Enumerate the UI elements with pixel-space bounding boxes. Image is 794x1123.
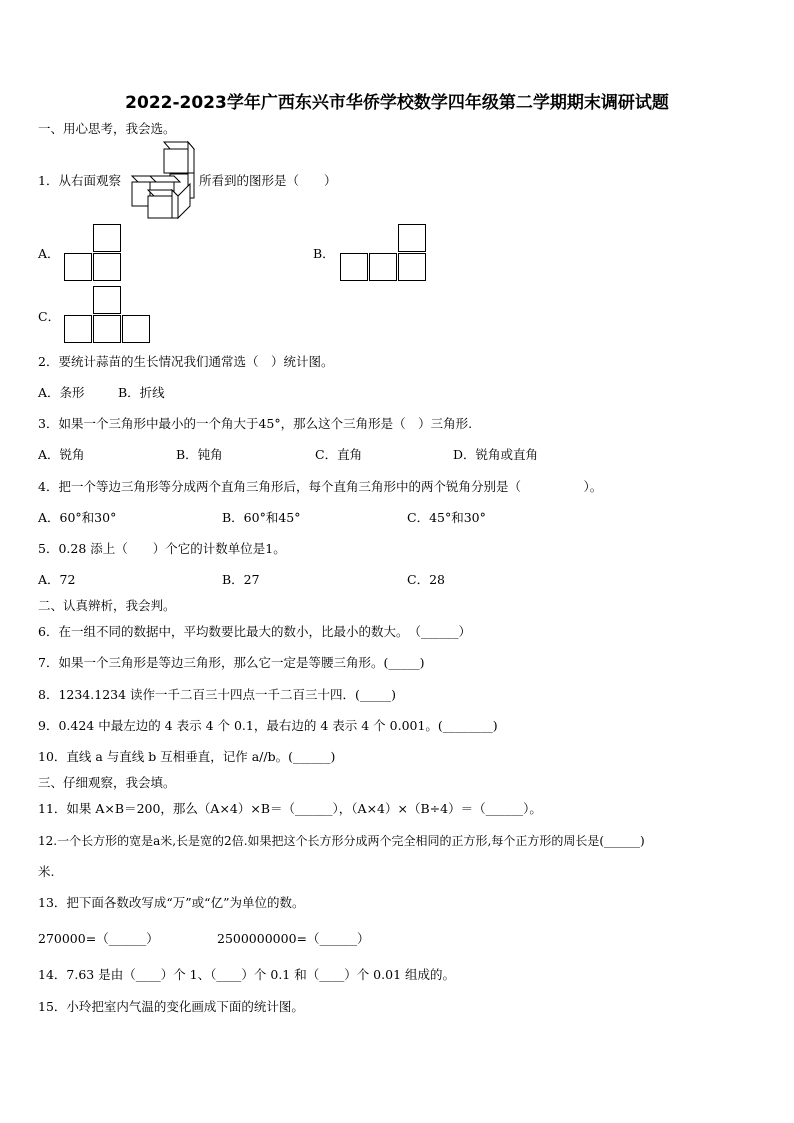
q2-text: 2．要统计蒜苗的生长情况我们通常选（ ）统计图。	[38, 354, 334, 369]
q10-text: 10．直线 a 与直线 b 互相垂直，记作 a//b。(______)	[38, 749, 336, 764]
cube-stack-figure	[128, 140, 198, 220]
q3-text: 3．如果一个三角形中最小的一个角大于45°，那么这个三角形是（ ）三角形.	[38, 416, 473, 431]
q1-text-after: 所看到的图形是（ ）	[199, 173, 337, 188]
q4-option-a[interactable]: A．60°和30°	[38, 510, 117, 525]
q5-option-a[interactable]: A．72	[38, 572, 76, 587]
q5-option-c[interactable]: C．28	[407, 572, 445, 587]
q2-option-b[interactable]: B．折线	[118, 385, 165, 400]
q1-option-b-figure[interactable]	[340, 224, 430, 284]
q1-option-b-label: B．	[313, 246, 335, 261]
q1-option-c-label: C．	[38, 309, 61, 324]
q3-option-c[interactable]: C．直角	[315, 447, 363, 462]
q2-option-a[interactable]: A．条形	[38, 385, 85, 400]
section-2-heading: 二、认真辨析，我会判。	[38, 598, 176, 613]
q13-item-b: 2500000000=（______）	[217, 931, 370, 946]
q5-option-b[interactable]: B．27	[222, 572, 260, 587]
q14-text: 14．7.63 是由（____）个 1、（____）个 0.1 和（____）个 0.01 组成的。	[38, 967, 455, 982]
q15-text: 15．小玲把室内气温的变化画成下面的统计图。	[38, 999, 304, 1014]
q4-text: 4．把一个等边三角形等分成两个直角三角形后，每个直角三角形中的两个锐角分别是（ ）。	[38, 479, 603, 494]
q1-option-a-label: A．	[38, 246, 60, 261]
q12-text-line1: 12.一个长方形的宽是a米,长是宽的2倍.如果把这个长方形分成两个完全相同的正方形,每个正方形的周长是(______)	[38, 834, 645, 848]
q4-option-b[interactable]: B．60°和45°	[222, 510, 301, 525]
q13-item-a: 270000=（______）	[38, 931, 159, 946]
q12-text-line2: 米.	[38, 864, 55, 879]
q9-text: 9．0.424 中最左边的 4 表示 4 个 0.1，最右边的 4 表示 4 个 0.001。(________)	[38, 718, 498, 733]
page-title: 2022-2023学年广西东兴市华侨学校数学四年级第二学期期末调研试题	[125, 93, 669, 113]
section-1-heading: 一、用心思考，我会选。	[38, 121, 176, 136]
q8-text: 8．1234.1234 读作一千二百三十四点一千二百三十四．(_____)	[38, 687, 397, 702]
q6-text: 6．在一组不同的数据中，平均数要比最大的数小，比最小的数大。 （______）	[38, 624, 471, 639]
q1-option-c-figure[interactable]	[64, 286, 154, 346]
q5-text: 5．0.28 添上（ ）个它的计数单位是1。	[38, 541, 286, 556]
q3-option-b[interactable]: B．钝角	[176, 447, 223, 462]
q1-option-a-figure[interactable]	[64, 224, 124, 284]
q13-text: 13．把下面各数改写成“万”或“亿”为单位的数。	[38, 895, 305, 910]
q1-text-before: 1．从右面观察	[38, 173, 121, 188]
q7-text: 7．如果一个三角形是等边三角形，那么它一定是等腰三角形。(_____)	[38, 655, 425, 670]
q4-option-c[interactable]: C．45°和30°	[407, 510, 486, 525]
section-3-heading: 三、仔细观察，我会填。	[38, 775, 176, 790]
q3-option-a[interactable]: A．锐角	[38, 447, 85, 462]
q11-text: 11．如果 A×B＝200，那么（A×4）×B＝（______），（A×4）×（B÷4）＝（______）。	[38, 801, 542, 816]
q3-option-d[interactable]: D．锐角或直角	[453, 447, 539, 462]
